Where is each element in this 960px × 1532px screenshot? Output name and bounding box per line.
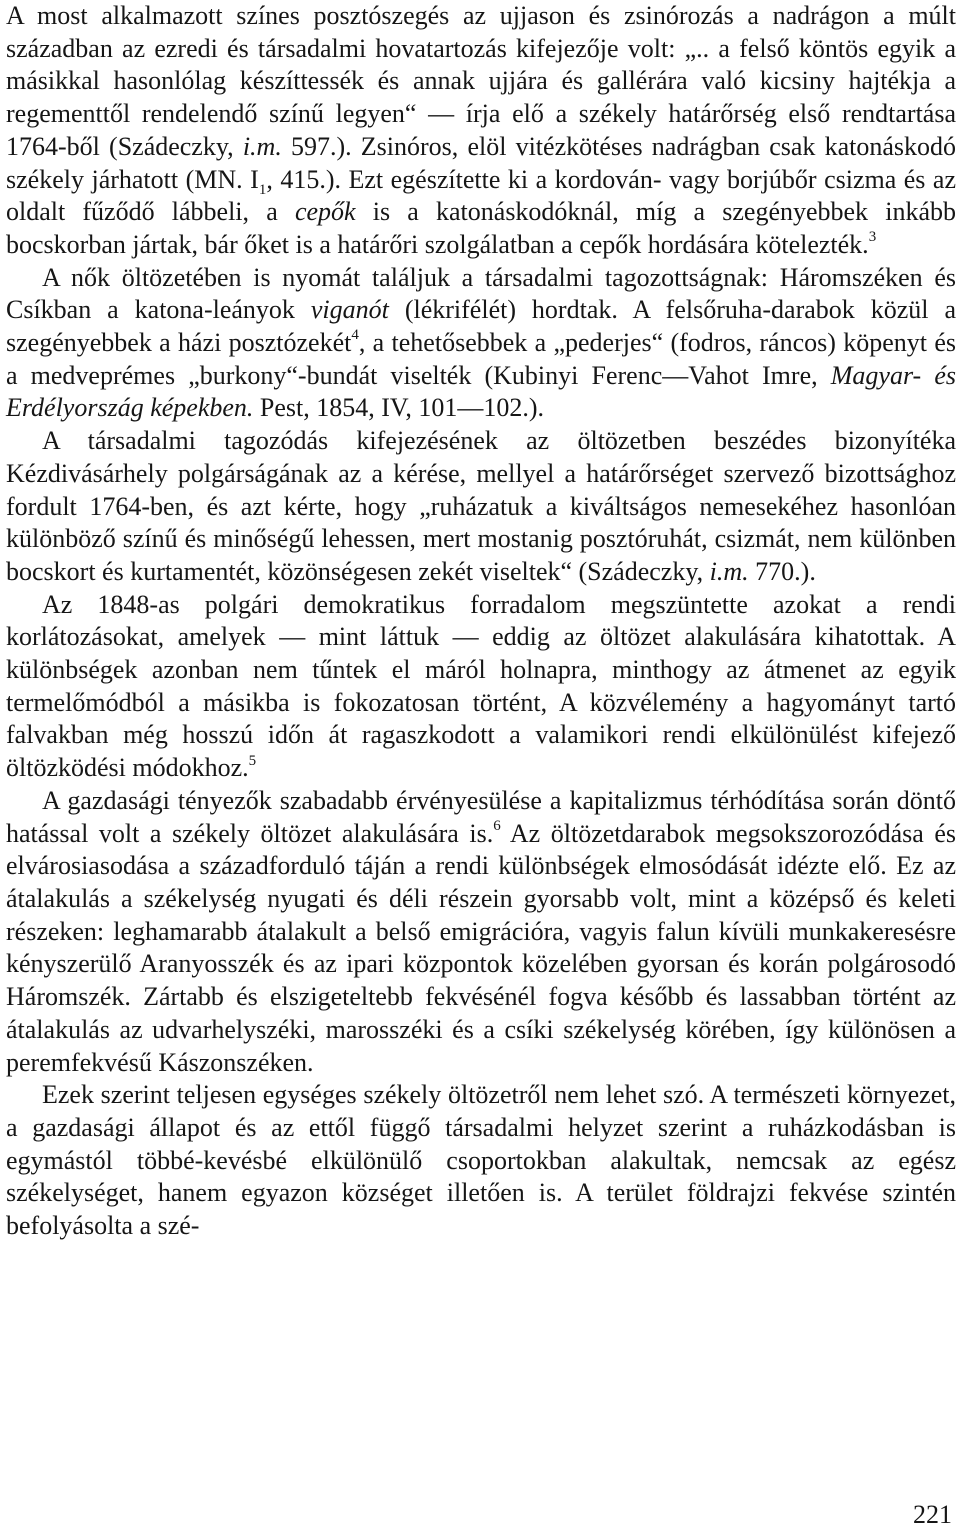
text-run: A most alkalmazott színes posztószegés az ujjason és zsinórozás a nadrágon a múlt században az ezredi és társadalmi hovatartozás kifejezője volt: „.. a felső köntös egyik a másikkal hasonlólag készíttessék és annak ujjára és gallérára való kicsiny hajtékja a regementtől rendelendő színű legyen“ — írja elő a székely határőrség első rendtartása 1764-ből (Szádeczky,	[6, 1, 956, 161]
paragraph-1	[6, 0, 956, 262]
text-run: Pest, 1854, IV, 101—102.).	[253, 393, 544, 423]
footnote-marker: 3	[868, 229, 877, 246]
text-run: A társadalmi tagozódás kifejezésének az öltözetben beszédes bizonyítéka Kézdivásárhely polgárságának az a kérése, mellyel a határőrséget szervező bizottsághoz fordult 1764-ben, és azt kérte, hogy „ruházatuk a kiváltságos nemesekéhez hasonlóan különböző színű és minőségű lehessen, mert mostanig posztóruhát, csizmát, nem különben bocskort és kurtamentét, közönségesen zekét viseltek“ (Szádeczky,	[6, 426, 956, 586]
text-run: is a katonáskodóknál, míg a szegényebbek inkább bocskorban jártak, bár őket is a határőri szolgálatban a cepők hordására kötelezték.	[6, 197, 957, 259]
italic-text: cepők	[294, 197, 356, 227]
document-page	[6, 0, 956, 1243]
footnote-marker: 5	[248, 752, 257, 769]
text-run: A nők öltözetében is nyomát találjuk a társadalmi tagozottságnak: Háromszéken és Csíkban a katona-leányok	[6, 262, 956, 325]
text-run: 597.). Zsinóros, elöl vitézkötéses nadrágban csak katonáskodó székely járhatott (MN. I	[6, 131, 956, 194]
text-run: , a tehetősebbek a „pederjes“ (fodros, ráncos) köpenyt és a medveprémes „burkony“-bundát viselték (Kubinyi Ferenc—Vahot Imre,	[6, 328, 956, 390]
italic-text: i.m.	[709, 556, 749, 586]
text-run: Az öltözetdarabok megsokszorozódása és elvárosiasodása a századforduló táján a rendi különbségek elmosódását idézte elő. Ez az átalakulás a székelység nyugati és déli részein gyorsabb volt, mint a középső és keleti részeken: leghamarabb átalakult a belső emigrációra, vagyis falun kívüli munkakeresésre kényszerülő Aranyosszék és az ipari központok közelében gyorsan és korán polgárosodó Háromszék. Zártabb és elszigeteltebb fekvésénél fogva később és lassabban történt az átalakulás az udvarhelyszéki, marosszéki és a csíki székelység körében, így különösen a peremfekvésű Kászonszéken.	[6, 818, 957, 1077]
text-run: Az 1848-as polgári demokratikus forradalom megszüntette azokat a rendi korlátozásokat, amelyek — mint láttuk — eddig az öltözet alakulására kihatottak. A különbségek azonban nem tűntek el máról holnapra, minthogy az átmenet az egyik termelőmódból a másikba is fokozatosan történt, A közvélemény a hagyományt tartó falvakban még hosszú időn át ragaszkodott a valamikori rendi elkülönülést kifejező öltözködési módokhoz.	[6, 589, 956, 783]
paragraph-6	[6, 1079, 956, 1243]
subscript-text: 1	[258, 181, 267, 198]
paragraph-3	[6, 425, 956, 589]
italic-text: Magyar- és Erdélyország képekben.	[6, 360, 956, 423]
text-run: , 415.). Ezt egészítette ki a kordován- vagy borjúbőr csizma és az oldalt fűződő lábbeli, a	[6, 164, 957, 227]
italic-text: i.m.	[242, 131, 282, 161]
page-number: 221	[913, 1500, 952, 1529]
paragraph-5	[6, 785, 956, 1079]
paragraph-4	[6, 589, 956, 785]
text-run: (lékrifélét) hordtak. A felsőruha-darabok közül a szegényebbek a házi posztózekét	[6, 295, 957, 358]
footnote-marker: 6	[493, 817, 501, 834]
paragraph-2	[6, 262, 956, 426]
text-run: A gazdasági tényezők szabadabb érvényesülése a kapitalizmus térhódítása során döntő hatással volt a székely öltözet alakulására is.	[6, 785, 956, 848]
footnote-marker: 4	[351, 327, 359, 344]
italic-text: viganót	[310, 295, 389, 325]
text-run: Ezek szerint teljesen egységes székely öltözetről nem lehet szó. A természeti környezet, a gazdasági állapot és az ettől függő társadalmi helyzet szerint a ruházkodásban is egymástól többé-kevésbé elkülönülő csoportokban alakultak, nemcsak az egész székelységet, hanem egyazon községet illetően is. A terület földrajzi fekvése szintén befolyásolta a szé-	[6, 1080, 956, 1241]
text-run: 770.).	[748, 556, 816, 586]
